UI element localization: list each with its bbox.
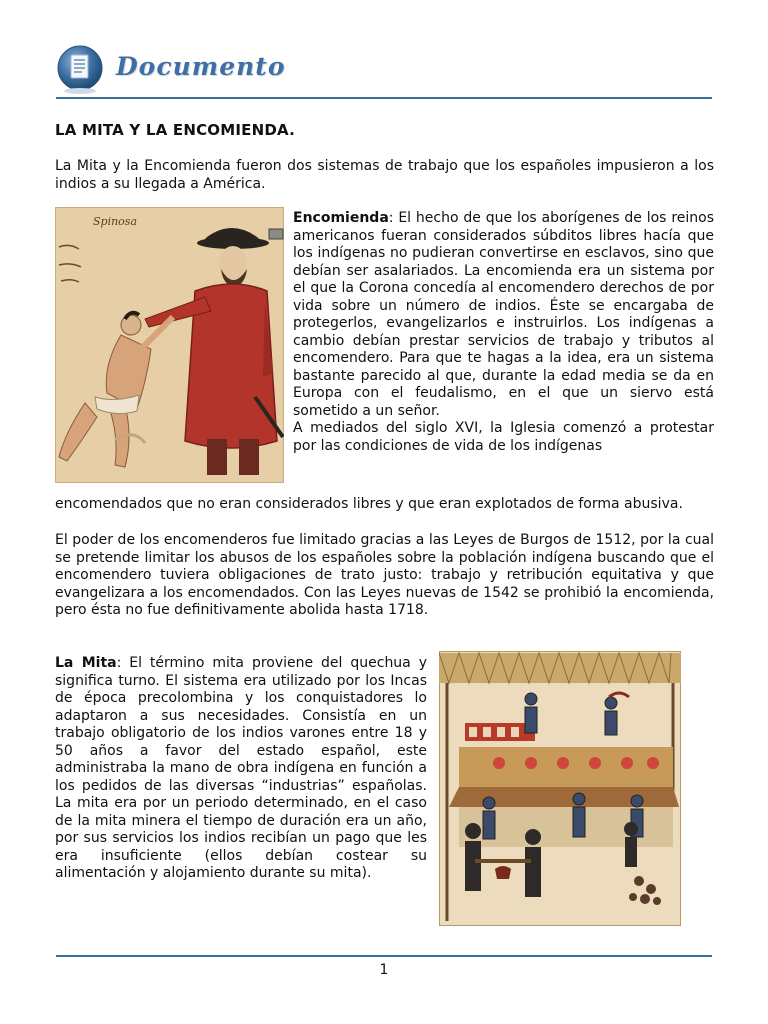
document-icon (56, 44, 108, 96)
footer-divider (56, 955, 712, 957)
encomienda-term: Encomienda (293, 210, 389, 226)
logo-text: Documento (116, 52, 286, 81)
mita-mine-illustration (439, 651, 681, 926)
mediados-continuation: encomendados que no eran considerados libres y que eran explotados de forma abusiva. (55, 496, 683, 512)
mita-term: La Mita (55, 655, 117, 671)
page-title: LA MITA Y LA ENCOMIENDA. (55, 121, 295, 139)
header-divider (56, 97, 712, 99)
encomendero-illustration (55, 207, 284, 483)
mita-text: : El término mita proviene del quechua y significa turno. El sistema era utilizado por los Incas de época precolombina y los conquistadores lo adaptaron a sus necesidades. Consistía en un trabajo obligatorio de los indios varones entre 18 y 50 años a favor del estado español, este administraba la mano de obra indígena en función a los pedidos de las diversas “industrias” españolas. La mita era por un periodo determinado, en el caso de la mita minera el tiempo de duración era un año, por sus servicios los indios recibían un pago que les era insuficiente (ellos debían costear su alimentación y alojamiento durante su mita). (55, 655, 427, 881)
page-number: 1 (379, 962, 389, 978)
poder-paragraph: El poder de los encomenderos fue limitado gracias a las Leyes de Burgos de 1512, por la cual se pretende limitar los abusos de los españoles sobre la población indígena buscando que el encomendero tuviera obligaciones de trato justo: trabajo y retribución equitativa y que evangelizara a los encomendados. Con las Leyes nuevas de 1542 se prohibió la encomienda, pero ésta no fue definitivamente abolida hasta 1718. (55, 532, 714, 618)
document-header (56, 44, 712, 100)
mita-paragraph (55, 655, 427, 883)
encomienda-text: : El hecho de que los aborígenes de los reinos americanos fueran considerados súbditos libres hacía que los indígenas no pudieran convertirse en esclavos, sino que debían ser asalariados. La encomienda era un sistema por el que la Corona concedía al encomendero derechos de por vida sobre un número de indios. Éste se encargaba de protegerlos, evangelizarlos e instruirlos. Los indígenas a cambio debían prestar servicios de trabajo y tributos al encomendero. Para que te hagas a la idea, era un sistema bastante parecido al que, durante la edad media se da en Europa con el feudalismo, en el que un siervo está sometido a un señor. (293, 210, 714, 419)
mediados-text: A mediados del siglo XVI, la Iglesia comenzó a protestar por las condiciones de vida de los indígenas (293, 420, 714, 454)
inscription-text: Spinosa (93, 215, 138, 228)
encomienda-paragraph (293, 210, 714, 455)
intro-paragraph: La Mita y la Encomienda fueron dos sistemas de trabajo que los españoles impusieron a los indios a su llegada a América. (55, 158, 714, 192)
